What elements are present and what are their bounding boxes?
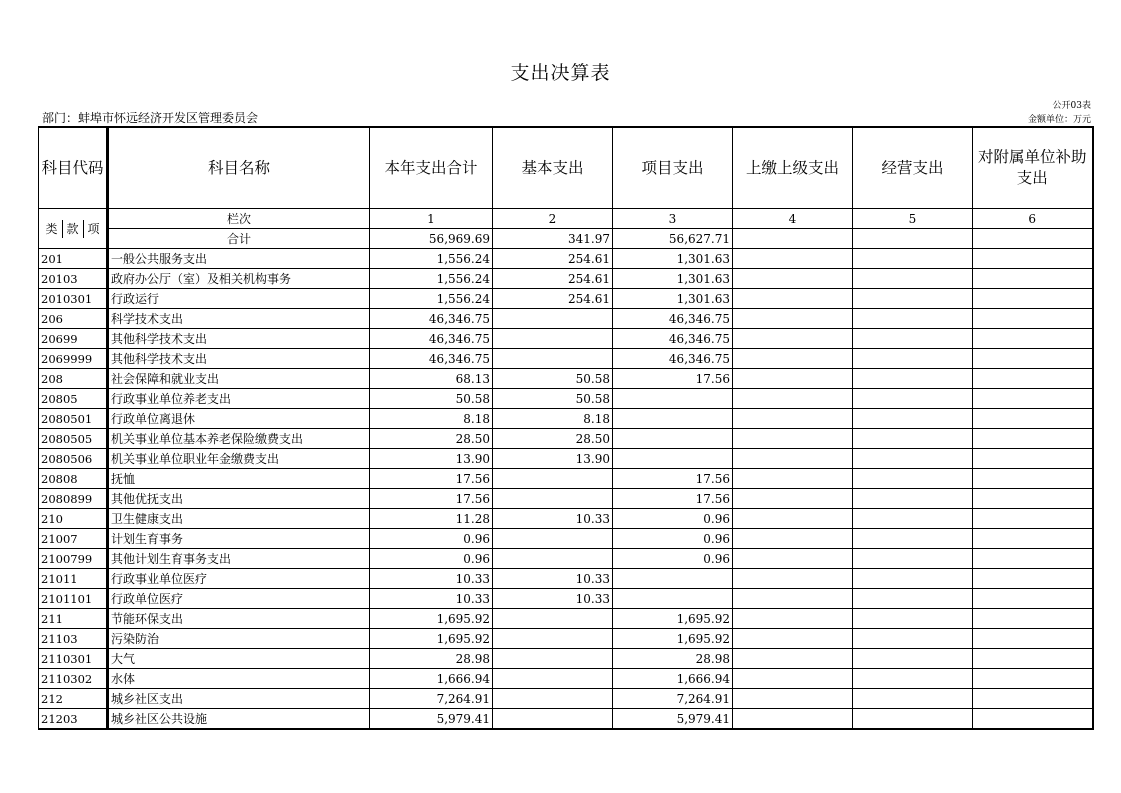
row-basic: 10.33 (493, 589, 613, 609)
row-code: 2110301 (39, 649, 108, 669)
row-name: 科学技术支出 (108, 309, 370, 329)
row-code: 21203 (39, 709, 108, 730)
row-subsidy (973, 289, 1093, 309)
row-total: 46,346.75 (370, 349, 493, 369)
header-subsidy: 对附属单位补助支出 (973, 127, 1093, 209)
row-subsidy (973, 429, 1093, 449)
row-code: 20103 (39, 269, 108, 289)
row-basic (493, 549, 613, 569)
row-total: 8.18 (370, 409, 493, 429)
row-upper (733, 609, 853, 629)
table-row (39, 709, 1093, 730)
row-name: 计划生育事务 (108, 529, 370, 549)
row-business (853, 549, 973, 569)
lei-label: 类 (42, 220, 63, 238)
row-code: 2080899 (39, 489, 108, 509)
row-subsidy (973, 329, 1093, 349)
header-code: 科目代码 (39, 127, 108, 209)
row-project: 0.96 (613, 529, 733, 549)
row-upper (733, 269, 853, 289)
row-subsidy (973, 589, 1093, 609)
row-upper (733, 469, 853, 489)
row-total: 46,346.75 (370, 309, 493, 329)
row-total: 17.56 (370, 489, 493, 509)
row-project: 0.96 (613, 549, 733, 569)
row-project (613, 429, 733, 449)
row-subsidy (973, 649, 1093, 669)
row-name: 政府办公厅（室）及相关机构事务 (108, 269, 370, 289)
table-row (39, 349, 1093, 369)
total-project: 56,627.71 (613, 229, 733, 249)
row-code: 2069999 (39, 349, 108, 369)
row-project: 1,695.92 (613, 629, 733, 649)
row-subsidy (973, 389, 1093, 409)
row-business (853, 609, 973, 629)
table-row (39, 689, 1093, 709)
row-basic: 10.33 (493, 569, 613, 589)
row-upper (733, 389, 853, 409)
row-name: 行政事业单位养老支出 (108, 389, 370, 409)
row-business (853, 429, 973, 449)
row-name: 行政运行 (108, 289, 370, 309)
row-upper (733, 489, 853, 509)
row-total: 1,556.24 (370, 249, 493, 269)
header-basic: 基本支出 (493, 127, 613, 209)
row-upper (733, 429, 853, 449)
row-project: 46,346.75 (613, 309, 733, 329)
row-code: 2010301 (39, 289, 108, 309)
row-business (853, 689, 973, 709)
header-project: 项目支出 (613, 127, 733, 209)
row-name: 行政单位离退休 (108, 409, 370, 429)
row-total: 50.58 (370, 389, 493, 409)
row-name: 行政单位医疗 (108, 589, 370, 609)
row-total: 1,695.92 (370, 609, 493, 629)
row-business (853, 469, 973, 489)
row-basic: 50.58 (493, 389, 613, 409)
column-index-row (39, 209, 1093, 229)
row-business (853, 369, 973, 389)
report-title: 支出决算表 (510, 62, 611, 84)
row-name: 其他优抚支出 (108, 489, 370, 509)
row-basic: 8.18 (493, 409, 613, 429)
row-name: 抚恤 (108, 469, 370, 489)
row-code: 212 (39, 689, 108, 709)
row-code: 20699 (39, 329, 108, 349)
row-name: 水体 (108, 669, 370, 689)
row-code: 2080506 (39, 449, 108, 469)
row-name: 污染防治 (108, 629, 370, 649)
row-upper (733, 369, 853, 389)
row-subsidy (973, 509, 1093, 529)
row-business (853, 709, 973, 730)
row-project: 5,979.41 (613, 709, 733, 730)
row-code: 208 (39, 369, 108, 389)
row-code: 21007 (39, 529, 108, 549)
table-row (39, 449, 1093, 469)
row-code: 206 (39, 309, 108, 329)
row-project: 17.56 (613, 469, 733, 489)
row-subsidy (973, 689, 1093, 709)
row-subsidy (973, 549, 1093, 569)
row-total: 1,556.24 (370, 269, 493, 289)
row-project: 28.98 (613, 649, 733, 669)
row-upper (733, 649, 853, 669)
row-business (853, 409, 973, 429)
row-upper (733, 709, 853, 730)
table-row (39, 389, 1093, 409)
form-number: 公开03表 (1052, 101, 1091, 111)
row-basic (493, 329, 613, 349)
row-upper (733, 449, 853, 469)
row-name: 社会保障和就业支出 (108, 369, 370, 389)
lanci-label: 栏次 (108, 209, 370, 229)
col-index-4: 4 (733, 209, 853, 229)
row-total: 10.33 (370, 589, 493, 609)
row-basic (493, 609, 613, 629)
table-row (39, 649, 1093, 669)
row-upper (733, 409, 853, 429)
col-index-5: 5 (853, 209, 973, 229)
row-business (853, 389, 973, 409)
code-level-header (39, 209, 108, 249)
row-code: 21011 (39, 569, 108, 589)
row-business (853, 329, 973, 349)
table-row (39, 569, 1093, 589)
row-basic: 13.90 (493, 449, 613, 469)
row-upper (733, 689, 853, 709)
row-total: 1,666.94 (370, 669, 493, 689)
table-row (39, 269, 1093, 289)
row-total: 28.50 (370, 429, 493, 449)
table-body (39, 249, 1093, 730)
header-total: 本年支出合计 (370, 127, 493, 209)
row-basic: 254.61 (493, 249, 613, 269)
expenditure-table (38, 126, 1094, 730)
row-name: 其他计划生育事务支出 (108, 549, 370, 569)
row-basic (493, 669, 613, 689)
row-subsidy (973, 269, 1093, 289)
row-total: 17.56 (370, 469, 493, 489)
row-business (853, 649, 973, 669)
row-total: 0.96 (370, 529, 493, 549)
table-row (39, 669, 1093, 689)
row-name: 城乡社区公共设施 (108, 709, 370, 730)
row-upper (733, 589, 853, 609)
total-basic: 341.97 (493, 229, 613, 249)
row-total: 11.28 (370, 509, 493, 529)
row-upper (733, 669, 853, 689)
row-total: 28.98 (370, 649, 493, 669)
table-row (39, 369, 1093, 389)
row-subsidy (973, 449, 1093, 469)
row-basic (493, 489, 613, 509)
row-project: 1,695.92 (613, 609, 733, 629)
header-name: 科目名称 (108, 127, 370, 209)
row-total: 1,695.92 (370, 629, 493, 649)
row-subsidy (973, 529, 1093, 549)
row-subsidy (973, 369, 1093, 389)
row-name: 城乡社区支出 (108, 689, 370, 709)
row-business (853, 489, 973, 509)
row-code: 201 (39, 249, 108, 269)
row-code: 2080505 (39, 429, 108, 449)
department-label: 部门：蚌埠市怀远经济开发区管理委员会 (42, 111, 259, 125)
row-project: 7,264.91 (613, 689, 733, 709)
row-total: 68.13 (370, 369, 493, 389)
row-basic (493, 689, 613, 709)
row-project: 1,301.63 (613, 269, 733, 289)
row-business (853, 669, 973, 689)
table-row (39, 309, 1093, 329)
row-code: 211 (39, 609, 108, 629)
row-subsidy (973, 249, 1093, 269)
col-index-6: 6 (973, 209, 1093, 229)
row-business (853, 509, 973, 529)
table-row (39, 409, 1093, 429)
row-subsidy (973, 349, 1093, 369)
table-row (39, 489, 1093, 509)
row-name: 大气 (108, 649, 370, 669)
row-upper (733, 309, 853, 329)
row-code: 2100799 (39, 549, 108, 569)
header-business: 经营支出 (853, 127, 973, 209)
row-project (613, 409, 733, 429)
report-meta (1028, 99, 1091, 127)
row-total: 1,556.24 (370, 289, 493, 309)
row-upper (733, 529, 853, 549)
row-subsidy (973, 409, 1093, 429)
row-name: 机关事业单位职业年金缴费支出 (108, 449, 370, 469)
row-business (853, 589, 973, 609)
table-row (39, 429, 1093, 449)
row-project (613, 389, 733, 409)
total-business (853, 229, 973, 249)
row-code: 21103 (39, 629, 108, 649)
row-name: 其他科学技术支出 (108, 329, 370, 349)
row-basic: 10.33 (493, 509, 613, 529)
col-index-2: 2 (493, 209, 613, 229)
row-upper (733, 289, 853, 309)
table-row (39, 589, 1093, 609)
row-subsidy (973, 609, 1093, 629)
row-business (853, 449, 973, 469)
total-subsidy (973, 229, 1093, 249)
row-project (613, 449, 733, 469)
row-project: 17.56 (613, 489, 733, 509)
col-index-1: 1 (370, 209, 493, 229)
row-subsidy (973, 489, 1093, 509)
row-upper (733, 349, 853, 369)
row-basic (493, 629, 613, 649)
row-total: 5,979.41 (370, 709, 493, 730)
row-code: 2101101 (39, 589, 108, 609)
table-row (39, 289, 1093, 309)
row-basic: 254.61 (493, 269, 613, 289)
row-name: 机关事业单位基本养老保险缴费支出 (108, 429, 370, 449)
row-code: 20808 (39, 469, 108, 489)
total-row (39, 229, 1093, 249)
row-project (613, 569, 733, 589)
row-total: 7,264.91 (370, 689, 493, 709)
row-code: 2080501 (39, 409, 108, 429)
row-total: 13.90 (370, 449, 493, 469)
row-business (853, 249, 973, 269)
row-project (613, 589, 733, 609)
row-project: 1,301.63 (613, 249, 733, 269)
xiang-label: 项 (87, 221, 100, 236)
table-row (39, 549, 1093, 569)
row-subsidy (973, 669, 1093, 689)
row-basic: 254.61 (493, 289, 613, 309)
row-basic (493, 349, 613, 369)
row-subsidy (973, 309, 1093, 329)
row-code: 2110302 (39, 669, 108, 689)
row-subsidy (973, 709, 1093, 730)
table-row (39, 329, 1093, 349)
row-project: 46,346.75 (613, 329, 733, 349)
row-upper (733, 249, 853, 269)
row-business (853, 569, 973, 589)
table-row (39, 629, 1093, 649)
row-name: 卫生健康支出 (108, 509, 370, 529)
table-row (39, 249, 1093, 269)
total-label: 合计 (108, 229, 370, 249)
row-business (853, 269, 973, 289)
row-total: 46,346.75 (370, 329, 493, 349)
row-code: 210 (39, 509, 108, 529)
total-amount: 56,969.69 (370, 229, 493, 249)
row-subsidy (973, 629, 1093, 649)
row-business (853, 309, 973, 329)
row-business (853, 629, 973, 649)
table-row (39, 509, 1093, 529)
header-row (39, 127, 1093, 209)
table-row (39, 469, 1093, 489)
header-upper: 上缴上级支出 (733, 127, 853, 209)
row-business (853, 289, 973, 309)
row-upper (733, 509, 853, 529)
row-subsidy (973, 569, 1093, 589)
unit-label: 金额单位：万元 (1027, 115, 1091, 125)
row-basic: 50.58 (493, 369, 613, 389)
row-name: 其他科学技术支出 (108, 349, 370, 369)
kuan-label: 款 (63, 220, 84, 238)
row-basic (493, 309, 613, 329)
row-upper (733, 629, 853, 649)
row-total: 0.96 (370, 549, 493, 569)
row-upper (733, 549, 853, 569)
table-row (39, 529, 1093, 549)
row-business (853, 349, 973, 369)
total-upper (733, 229, 853, 249)
row-project: 0.96 (613, 509, 733, 529)
row-upper (733, 569, 853, 589)
row-name: 一般公共服务支出 (108, 249, 370, 269)
row-project: 46,346.75 (613, 349, 733, 369)
row-name: 行政事业单位医疗 (108, 569, 370, 589)
row-code: 20805 (39, 389, 108, 409)
row-basic (493, 469, 613, 489)
row-subsidy (973, 469, 1093, 489)
row-basic (493, 529, 613, 549)
col-index-3: 3 (613, 209, 733, 229)
row-project: 1,301.63 (613, 289, 733, 309)
row-basic (493, 649, 613, 669)
row-business (853, 529, 973, 549)
row-project: 1,666.94 (613, 669, 733, 689)
row-basic: 28.50 (493, 429, 613, 449)
row-project: 17.56 (613, 369, 733, 389)
row-basic (493, 709, 613, 730)
table-row (39, 609, 1093, 629)
row-upper (733, 329, 853, 349)
row-total: 10.33 (370, 569, 493, 589)
row-name: 节能环保支出 (108, 609, 370, 629)
